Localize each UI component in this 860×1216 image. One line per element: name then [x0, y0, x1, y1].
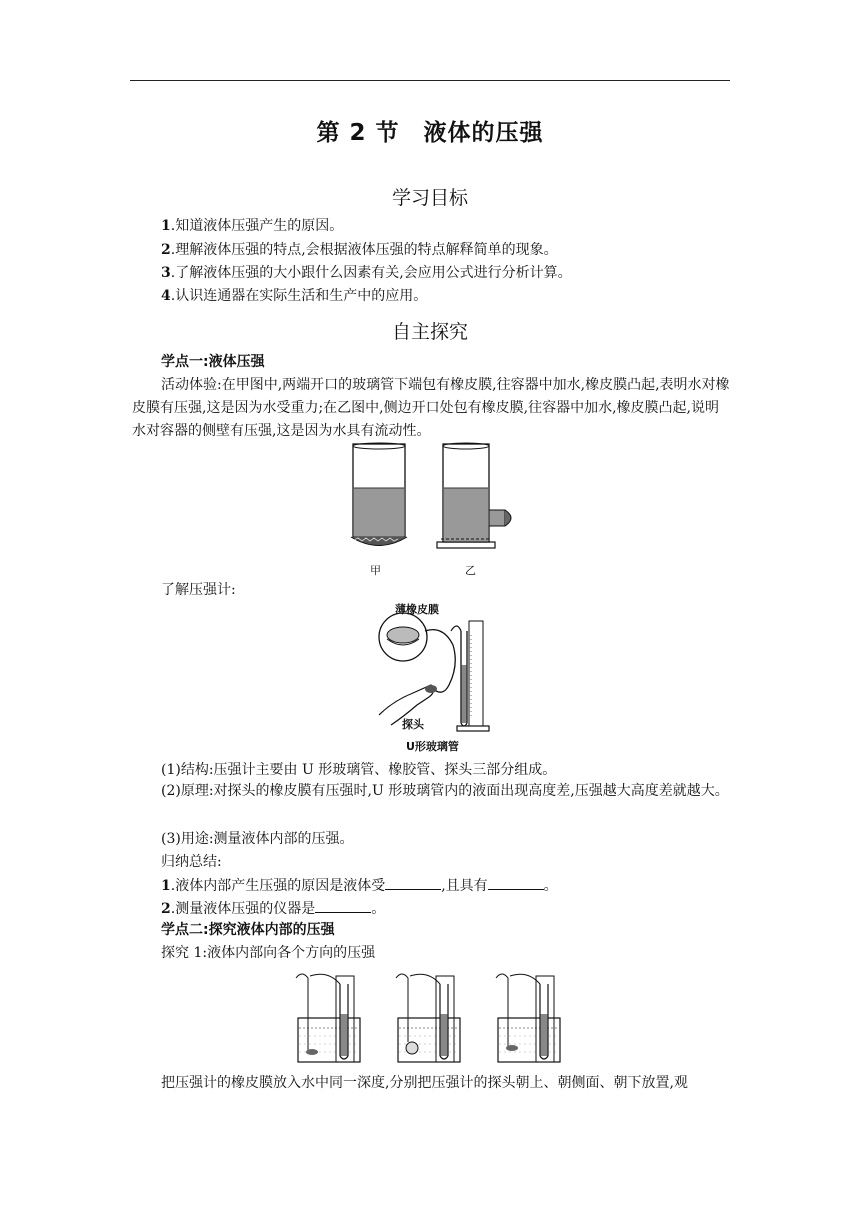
gauge-setup-side: [396, 974, 460, 1062]
label-probe: 探头: [402, 718, 424, 731]
activity-paragraph: 活动体验:在甲图中,两端开口的玻璃管下端包有橡皮膜,往容器中加水,橡皮膜凸起,表明水对橡皮膜有压强,这是因为水受重力;在乙图中,侧边开口处包有橡皮膜,往容器中加水,橡皮膜凸起,说明水对容器的侧壁有压强,这是因为水具有流动性。: [132, 377, 730, 439]
principle-paragraph: (2)原理:对探头的橡皮膜有压强时,U 形玻璃管内的液面出现高度差,压强越大高度差就越大。: [161, 783, 729, 799]
objective-item-1: 1.知道液体压强产生的原因。: [161, 218, 344, 234]
section-heading-explore: 自主探究: [391, 321, 468, 343]
figure-label-yi: 乙: [465, 564, 476, 577]
figure-tubes: [345, 442, 545, 577]
figure-pressure-gauge: [373, 605, 513, 740]
fill-blank-3[interactable]: [315, 898, 371, 913]
gauge-setup-up: [296, 974, 360, 1062]
header-rule: [130, 80, 730, 81]
summary-item-2: 2.测量液体压强的仪器是 。: [161, 898, 385, 919]
gauge-setup-down: [496, 974, 560, 1062]
summary-item-1: 1.液体内部产生压强的原因是液体受 ,且具有 。: [161, 875, 558, 896]
figure-label-jia: 甲: [370, 564, 381, 577]
fill-blank-2[interactable]: [488, 875, 544, 890]
label-utube: U形玻璃管: [406, 740, 459, 753]
page-title: 第 2 节 液体的压强: [316, 120, 544, 146]
point2-heading: 学点二:探究液体内部的压强: [161, 922, 335, 938]
section-heading-objectives: 学习目标: [391, 187, 468, 209]
label-membrane: 薄橡皮膜: [395, 603, 439, 616]
summary-title: 归纳总结:: [161, 854, 222, 870]
figure-three-gauges: [288, 966, 588, 1066]
structure-line: (1)结构:压强计主要由 U 形玻璃管、橡胶管、探头三部分组成。: [161, 762, 557, 778]
objective-item-2: 2.理解液体压强的特点,会根据液体压强的特点解释简单的现象。: [161, 242, 558, 258]
usage-line: (3)用途:测量液体内部的压强。: [161, 831, 354, 847]
explore1-line: 探究 1:液体内部向各个方向的压强: [161, 945, 376, 961]
point1-heading: 学点一:液体压强: [161, 354, 265, 370]
objective-item-4: 4.认识连通器在实际生活和生产中的应用。: [161, 288, 428, 304]
gauge-intro: 了解压强计:: [161, 582, 236, 598]
objective-item-3: 3.了解液体压强的大小跟什么因素有关,会应用公式进行分析计算。: [161, 265, 572, 281]
fill-blank-1[interactable]: [385, 875, 441, 890]
last-paragraph-line: 把压强计的橡皮膜放入水中同一深度,分别把压强计的探头朝上、朝侧面、朝下放置,观: [161, 1075, 688, 1091]
